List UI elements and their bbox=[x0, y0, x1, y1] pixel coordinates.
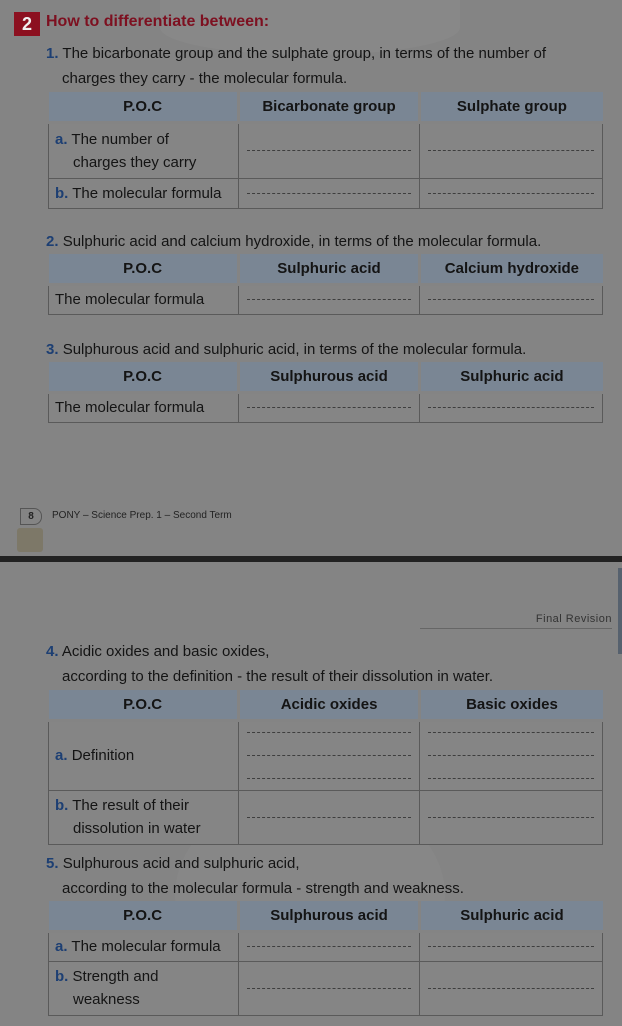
q1-text-line1: The bicarbonate group and the sulphate group, in terms of the number of bbox=[62, 45, 547, 62]
answer-cell[interactable] bbox=[238, 931, 420, 961]
table-row bbox=[49, 122, 603, 178]
q3-table bbox=[48, 362, 603, 423]
column-header: P.O.C bbox=[49, 92, 239, 122]
row-label: The molecular formula bbox=[49, 392, 239, 422]
row-label: a. Definition bbox=[49, 720, 239, 790]
column-header: Bicarbonate group bbox=[238, 92, 420, 122]
answer-cell[interactable] bbox=[420, 931, 603, 961]
column-header: Sulphuric acid bbox=[420, 362, 603, 392]
page-number-badge: 8 bbox=[20, 508, 42, 525]
column-header: Calcium hydroxide bbox=[420, 254, 603, 284]
q5-number: 5. bbox=[46, 855, 59, 872]
answer-cell[interactable] bbox=[238, 392, 420, 422]
column-header: Acidic oxides bbox=[238, 690, 420, 720]
table-row bbox=[49, 790, 603, 844]
row-label: b. The molecular formula bbox=[49, 178, 239, 208]
column-header: P.O.C bbox=[49, 690, 239, 720]
answer-cell[interactable] bbox=[420, 178, 603, 208]
q4-table bbox=[48, 690, 603, 845]
q4-text-line2: according to the definition - the result of their dissolution in water. bbox=[62, 668, 494, 685]
table-row bbox=[49, 178, 603, 208]
table-header-row bbox=[49, 690, 603, 720]
q1-text-line2: charges they carry - the molecular formula. bbox=[62, 70, 348, 87]
answer-cell[interactable] bbox=[238, 790, 420, 844]
row-label: b. The result of their dissolution in water bbox=[49, 790, 239, 844]
q4-number: 4. bbox=[46, 643, 59, 660]
q2-text: 2. Sulphuric acid and calcium hydroxide, in terms of the molecular formula. bbox=[46, 233, 542, 250]
column-header: Sulphate group bbox=[420, 92, 603, 122]
footer-logo-icon bbox=[17, 528, 43, 552]
column-header: P.O.C bbox=[49, 901, 239, 931]
table-row bbox=[49, 720, 603, 790]
answer-cell[interactable] bbox=[420, 790, 603, 844]
answer-cell[interactable] bbox=[420, 720, 603, 790]
section-number: 2 bbox=[14, 12, 40, 36]
row-label: a. The number of charges they carry bbox=[49, 122, 239, 178]
table-row bbox=[49, 961, 603, 1015]
column-header: Sulphuric acid bbox=[238, 254, 420, 284]
table-header-row bbox=[49, 92, 603, 122]
answer-cell[interactable] bbox=[238, 284, 420, 314]
footer-text: PONY – Science Prep. 1 – Second Term bbox=[52, 510, 232, 521]
q2-number: 2. bbox=[46, 233, 59, 250]
answer-cell[interactable] bbox=[420, 284, 603, 314]
q1-number: 1. bbox=[46, 45, 59, 62]
answer-cell[interactable] bbox=[238, 178, 420, 208]
table-header-row bbox=[49, 362, 603, 392]
table-row bbox=[49, 392, 603, 422]
column-header: Sulphurous acid bbox=[238, 362, 420, 392]
answer-cell[interactable] bbox=[238, 961, 420, 1015]
row-label: The molecular formula bbox=[49, 284, 239, 314]
row-label: b. Strength and weakness bbox=[49, 961, 239, 1015]
q5-text-line2: according to the molecular formula - strength and weakness. bbox=[62, 880, 464, 897]
running-header: Final Revision bbox=[535, 613, 612, 625]
column-header: P.O.C bbox=[49, 362, 239, 392]
q2-table bbox=[48, 254, 603, 315]
table-header-row bbox=[49, 901, 603, 931]
row-label: a. The molecular formula bbox=[49, 931, 239, 961]
header-rule bbox=[420, 628, 612, 629]
column-header: Sulphurous acid bbox=[238, 901, 420, 931]
table-header-row bbox=[49, 254, 603, 284]
q1-table bbox=[48, 92, 603, 209]
answer-cell[interactable] bbox=[420, 961, 603, 1015]
table-row bbox=[49, 931, 603, 961]
table-row bbox=[49, 284, 603, 314]
column-header: Basic oxides bbox=[420, 690, 603, 720]
q5-table bbox=[48, 901, 603, 1016]
q3-text: 3. Sulphurous acid and sulphuric acid, in terms of the molecular formula. bbox=[46, 341, 527, 358]
answer-cell[interactable] bbox=[420, 392, 603, 422]
q1-text bbox=[46, 42, 546, 66]
answer-cell[interactable] bbox=[238, 720, 420, 790]
page-tab bbox=[618, 568, 622, 654]
q3-number: 3. bbox=[46, 341, 59, 358]
column-header: P.O.C bbox=[49, 254, 239, 284]
answer-cell[interactable] bbox=[420, 122, 603, 178]
column-header: Sulphuric acid bbox=[420, 901, 603, 931]
section-title: How to differentiate between: bbox=[46, 13, 270, 30]
q5-text: 5. Sulphurous acid and sulphuric acid, bbox=[46, 855, 300, 872]
answer-cell[interactable] bbox=[238, 122, 420, 178]
q4-text: 4. Acidic oxides and basic oxides, bbox=[46, 643, 270, 660]
